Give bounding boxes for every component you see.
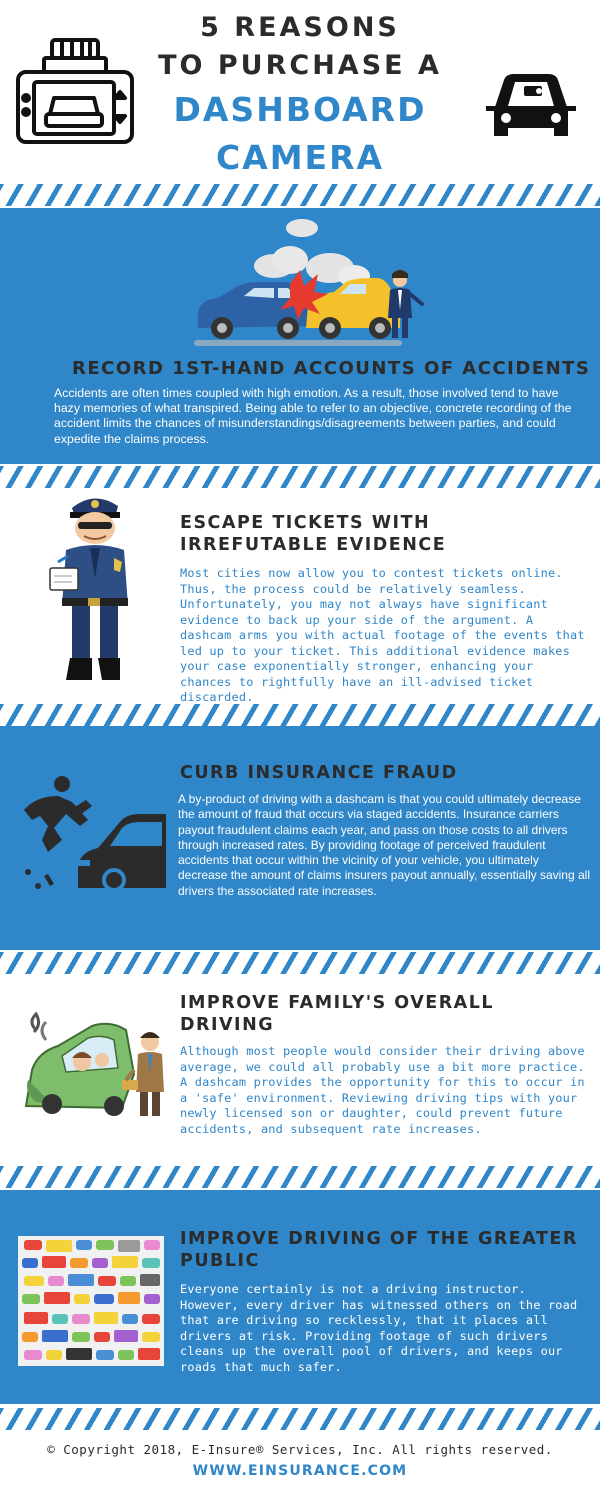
- section-4-body: Although most people would consider their driving above average, we could all probably use a bit more practice. A dashcam provides the opportunity for this to occur in a 'safe' environment. Reviewing driving tips with your newly licensed son or daughter, could prevent future accidents, and subsequent rate increases.: [180, 1044, 585, 1136]
- section-5-heading: IMPROVE DRIVING OF THE GREATER PUBLIC: [180, 1229, 578, 1271]
- car-collision-illustration: [194, 214, 434, 352]
- dashcam-device-icon: [14, 36, 134, 148]
- section-3-heading: CURB INSURANCE FRAUD: [180, 763, 458, 783]
- section-2-heading: ESCAPE TICKETS WITH IRREFUTABLE EVIDENCE: [180, 513, 447, 555]
- stripe-divider: [0, 184, 600, 206]
- stripe-divider: [0, 952, 600, 974]
- title-line-4: CAMERA: [215, 138, 385, 177]
- stripe-divider: [0, 1166, 600, 1188]
- crashed-car-family-illustration: [22, 1010, 172, 1120]
- traffic-jam-illustration: [18, 1236, 164, 1366]
- pedestrian-hit-by-car-icon: [18, 770, 168, 894]
- footer-website-link[interactable]: WWW.EINSURANCE.COM: [192, 1463, 408, 1479]
- section-1-heading: RECORD 1ST-HAND ACCOUNTS OF ACCIDENTS: [72, 358, 591, 379]
- section-5-body: Everyone certainly is not a driving instructor. However, every driver has witnessed others on the road that are driving so recklessly, that it places all drivers at risk. Providing footage of such drivers cleans up the overall pool of drivers, and keeps our roads that much safer.: [180, 1282, 578, 1374]
- stripe-divider: [0, 466, 600, 488]
- section-1-body: Accidents are often times coupled with high emotion. As a result, those involved tend to have hazy memories of what transpired. Being able to refer to an objective, concrete recording of the accident limits the chances of misunderstandings/disagreements between parties, and could expedite the claims process.: [54, 386, 572, 446]
- police-officer-illustration: [44, 486, 154, 686]
- section-4-heading: IMPROVE FAMILY'S OVERALL DRIVING: [180, 993, 495, 1035]
- stripe-divider: [0, 1408, 600, 1430]
- section-3-body: A by-product of driving with a dashcam is that you could ultimately decrease the amount of fraud that occurs via staged accidents. Insurance carriers payout fraudulent claims each year, and pass on those costs to all drivers through increased rates. By providing footage of perceived fraudulent accidents that occur within the vicinity of your vehicle, you ultimately decrease the amount of claims insurers payout annually, essentially saving all drivers the associated rate increases.: [178, 792, 590, 898]
- section-2-body: Most cities now allow you to contest tickets online. Thus, the process could be relatively seamless. Unfortunately, you may not always have significant evidence to back up your side of the argument. A dashcam arms you with actual footage of the events that led up to your ticket. This additional evidence makes your case exponentially stronger, enhancing your chances to rightfully have an ill-advised ticket discarded.: [180, 566, 585, 704]
- car-with-camera-icon: [484, 66, 578, 142]
- title-line-1: 5 REASONS: [200, 12, 400, 43]
- stripe-divider: [0, 704, 600, 726]
- title-line-2: TO PURCHASE A: [158, 50, 442, 81]
- footer-copyright: © Copyright 2018, E-Insure® Services, Inc. All rights reserved.: [47, 1442, 553, 1457]
- title-line-3: DASHBOARD: [173, 90, 427, 129]
